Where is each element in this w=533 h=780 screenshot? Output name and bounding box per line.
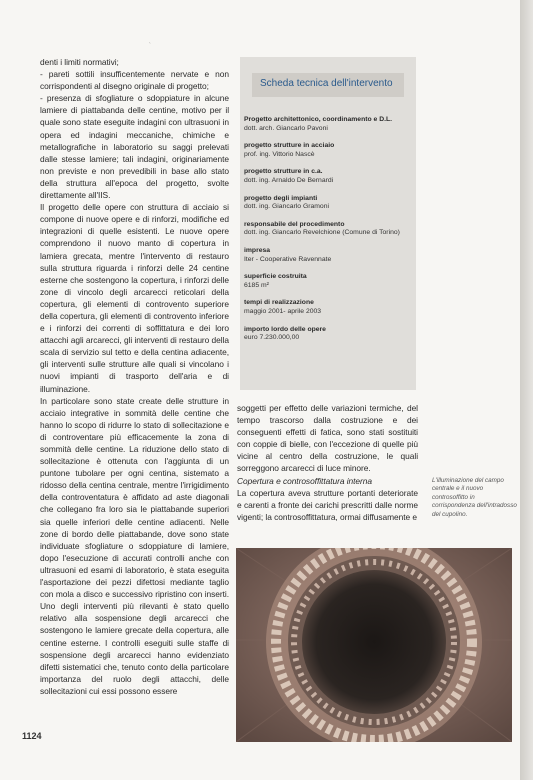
page-mark: ˎ <box>149 38 151 44</box>
paragraph: La copertura aveva strutture portanti deteriorate e carenti a fronte dei carichi prescritti dalle norme vigenti; la controsoffittatura, ormai diffusamente e <box>237 487 418 522</box>
sheet-entry-label: Progetto architettonico, coordinamento e D.L. <box>244 116 393 123</box>
page-binding-edge <box>520 0 533 780</box>
sheet-entry <box>244 168 412 185</box>
paragraph: denti i limiti normativi; <box>40 57 119 67</box>
dome-photo <box>236 548 512 742</box>
sheet-entry <box>244 326 412 343</box>
paragraph: - presenza di sfogliature o sdoppiature in alcune lamiere di piattabanda delle centine, motivo per il quale sono state eseguite indagini con ultrasuoni in opera ed indagini meccaniche, chimiche e metallografiche in laboratorio su saggi prelevati dalle stesse lamiere; tali indagini, originariamente non previste e non prevedibili in base allo stato della struttura all'epoca del progetto, svolte direttamente all'IIS. <box>40 93 229 201</box>
body-column-left <box>40 56 229 697</box>
sheet-entry-value: euro 7.230.000,00 <box>244 334 300 342</box>
sheet-entry <box>244 299 412 316</box>
sheet-entry <box>244 221 412 238</box>
sheet-entry-label: impresa <box>244 246 271 254</box>
sheet-entry <box>244 116 412 133</box>
section-heading: Copertura e controsoffittatura interna <box>237 475 372 486</box>
photo-caption: L'illuminazione del campo centrale e il nuovo controsoffitto in corrispondenza dell'intradosso del cupolino. <box>432 477 517 518</box>
sheet-entry-value: maggio 2001- aprile 2003 <box>244 307 322 315</box>
paragraph: In particolare sono state create delle strutture in acciaio integrative in sommità delle centine che hanno lo scopo di ridurre lo stato di sollecitazione e di controventare più efficacemente la zona di sommità delle centine. La riduzione dello stato di sollecitazione è ottenuta con l'aggiunta di un puntone tubolare per ogni centina, sistemato a ridosso della centina centrale, mentre l'irrigidimento della controventatura è affidato ad aste diagonali che collegano fra loro sia le piattabande superiori sia quelle inferiori delle centine adiacenti. Nelle zone di bordo delle piattabande, dove sono state individuate sfogliature o sdoppiature di lamiere, dopo l'esecuzione di accurati controlli anche con ultrasuoni ed esami di laboratorio, è stata eseguita l'asportazione dei pezzi difettosi mediante taglio con mola a disco e successivo ripristino con inserti. Uno degli interventi più rilevanti è stato quello relativo alla sospensione degli arcarecci che sostengono le lamiere grecate della copertura, alle centine esterne. I controlli eseguiti sulle staffe di sospensione degli arcarecci hanno evidenziato difetti sistematici che, tenuto conto della particolare importanza del ruolo degli attacchi, delle sollecitazioni cui essi possono essere <box>40 395 229 696</box>
sheet-entry-value: dott. arch. Giancarlo Pavoni <box>244 124 328 132</box>
sheet-entry-label: progetto strutture in acciaio <box>244 142 335 150</box>
sheet-entry-label: superficie costruita <box>244 273 307 281</box>
sheet-entry-value: Iter - Cooperative Ravennate <box>244 255 332 263</box>
sheet-entry-value: dott. ing. Arnaldo De Bernardi <box>244 176 334 184</box>
sheet-entry-label: importo lordo delle opere <box>244 325 326 333</box>
technical-sheet-list <box>244 116 412 352</box>
sheet-entry-value: dott. ing. Giancarlo Revelchione (Comune di Torino) <box>244 229 400 237</box>
paragraph: soggetti per effetto delle variazioni termiche, del tempo trascorso dalla costruzione e dei conseguenti effetti di fatica, sono stati sostituiti con coppie di bielle, con l'eccezione di quelle più vicine al centro della costruzione, le quali sorreggono arcarecci di luce minore. <box>237 403 418 474</box>
sheet-entry-label: responsabile del procedimento <box>244 220 345 228</box>
page-number: 1124 <box>22 731 42 741</box>
paragraph: Il progetto delle opere con struttura di acciaio si compone di nuove opere e di rinforzi, modifiche ed integrazioni di quelle esistenti. Le nuove opere comprendono il nuovo manto di copertura in lamiera grecata, mentre l'intervento di restauro sulla struttura riguarda i rinforzi delle 24 centine esterne che sostengono la copertura, i rinforzi delle zone di vincolo degli arcarecci reticolari della copertura, gli elementi di controvento superiore della copertura, gli elementi di controvento inferiore e i rinforzi dei correnti di soffittatura e dei loro attacchi agli arcarecci, gli interventi di restauro della scala di servizio sul tetto e della centina adiacente, gli interventi sulle strutture alle quali si vincolano i nuovi impianti di trasporto dell'aria e di illuminazione. <box>40 202 229 394</box>
sheet-title: Scheda tecnica dell'intervento <box>260 78 393 89</box>
sheet-entry-value: dott. ing. Giancarlo Gramoni <box>244 203 330 211</box>
sheet-entry <box>244 273 412 290</box>
sheet-entry-label: progetto strutture in c.a. <box>244 168 323 176</box>
sheet-entry-label: tempi di realizzazione <box>244 299 314 307</box>
sheet-entry-label: progetto degli impianti <box>244 194 318 202</box>
sheet-entry <box>244 247 412 264</box>
paragraph: - pareti sottili insufficentemente nervate e non corrispondenti al disegno originale di progetto; <box>40 69 229 92</box>
sheet-entry-value: 6185 m² <box>244 281 269 289</box>
sheet-entry <box>244 142 412 159</box>
sheet-entry <box>244 195 412 212</box>
sheet-entry-value: prof. ing. Vittorio Nascè <box>244 150 315 158</box>
body-column-right <box>237 402 418 523</box>
